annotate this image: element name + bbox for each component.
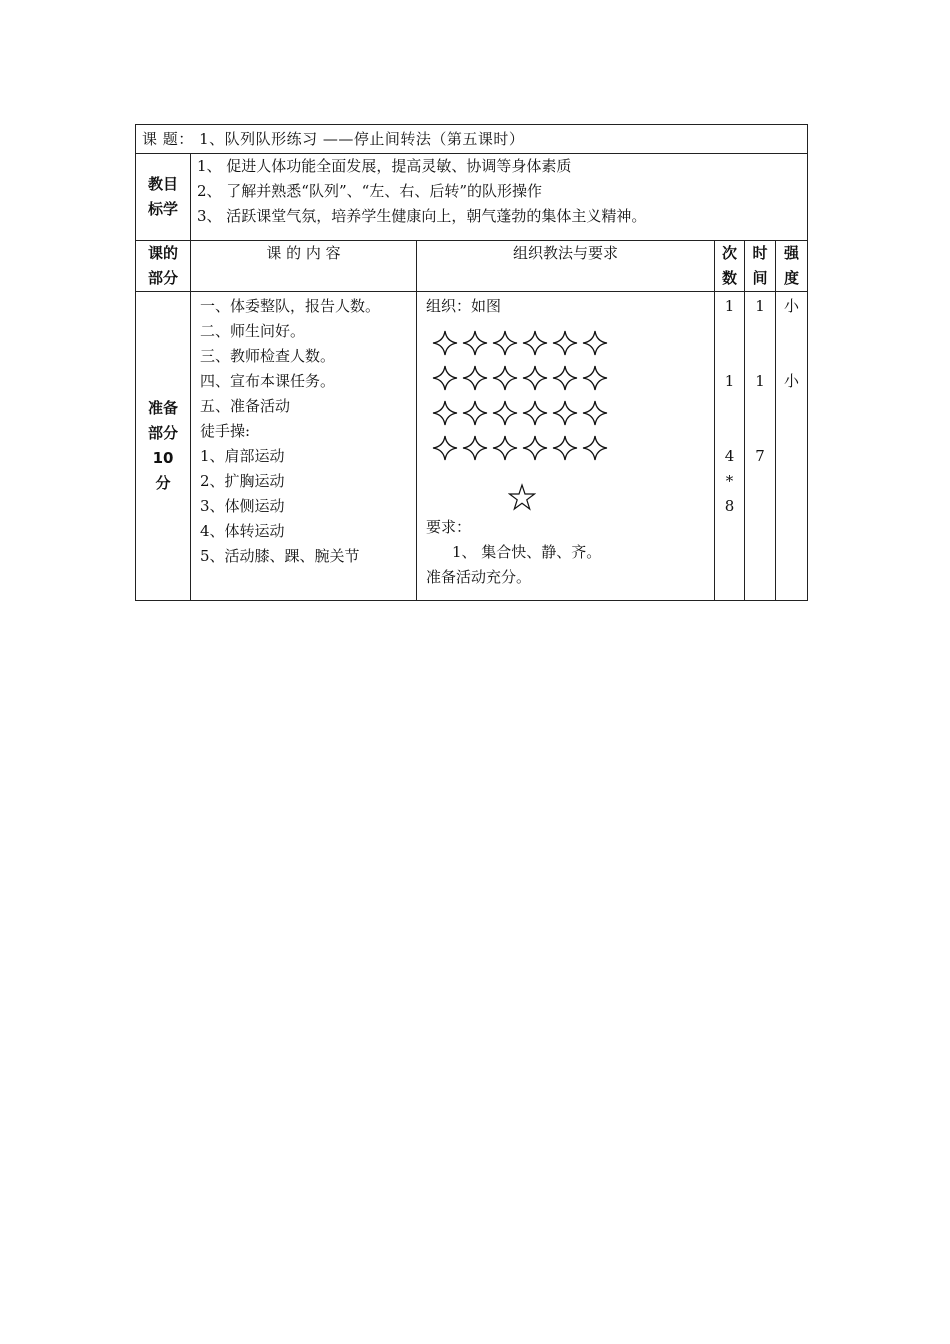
lesson-plan-table bbox=[135, 124, 808, 601]
student-star-icon bbox=[580, 433, 610, 463]
objectives-label-line1: 教目 bbox=[147, 175, 178, 193]
header-time-line2: 间 bbox=[752, 269, 768, 287]
count-values bbox=[715, 292, 744, 519]
count-value: 1 bbox=[724, 372, 735, 390]
objectives-label-line2: 标学 bbox=[147, 200, 178, 218]
time-value bbox=[745, 319, 775, 344]
student-star-icon bbox=[490, 433, 520, 463]
student-star-icon bbox=[460, 433, 490, 463]
intensity-values bbox=[776, 292, 807, 394]
formation-row bbox=[430, 430, 714, 465]
header-method: 组织教法与要求 bbox=[417, 241, 715, 292]
content-item: 5、活动膝、踝、腕关节 bbox=[200, 547, 360, 565]
header-time bbox=[745, 241, 776, 292]
count-value bbox=[715, 394, 744, 419]
objectives-label bbox=[136, 154, 191, 241]
student-star-icon bbox=[460, 363, 490, 393]
prep-row bbox=[136, 292, 808, 601]
student-star-icon bbox=[430, 398, 460, 428]
content-item: 徒手操: bbox=[200, 422, 251, 440]
time-value: 1 bbox=[755, 372, 765, 390]
student-star-icon bbox=[490, 398, 520, 428]
student-star-icon bbox=[550, 433, 580, 463]
content-item: 五、准备活动 bbox=[200, 397, 291, 415]
header-part-line2: 部分 bbox=[147, 269, 178, 287]
organization-label: 组织：如图 bbox=[426, 297, 502, 315]
prep-organization-cell bbox=[417, 292, 715, 601]
objectives-row bbox=[136, 154, 808, 241]
count-value: 1 bbox=[724, 297, 735, 315]
title-row bbox=[136, 125, 808, 154]
formation-row bbox=[430, 360, 714, 395]
content-item: 4、体转运动 bbox=[200, 522, 285, 540]
header-intensity-line1: 强 bbox=[784, 244, 800, 262]
count-value bbox=[715, 344, 744, 369]
intensity-value bbox=[776, 319, 807, 344]
student-star-icon bbox=[520, 363, 550, 393]
lesson-title-label: 课 题： bbox=[142, 130, 194, 148]
intensity-value bbox=[776, 344, 807, 369]
student-star-icon bbox=[520, 328, 550, 358]
count-value bbox=[715, 419, 744, 444]
count-value: * bbox=[725, 472, 734, 490]
content-item: 2、扩胸运动 bbox=[200, 472, 285, 490]
formation-row bbox=[430, 395, 714, 430]
requirement-label: 要求： bbox=[426, 518, 472, 536]
prep-part-line2: 部分 bbox=[147, 424, 178, 442]
header-intensity bbox=[776, 241, 808, 292]
intensity-value: 小 bbox=[784, 372, 800, 390]
prep-time-cell bbox=[745, 292, 776, 601]
prep-count-cell bbox=[715, 292, 745, 601]
student-star-icon bbox=[550, 328, 580, 358]
student-star-icon bbox=[490, 363, 520, 393]
column-header-row bbox=[136, 241, 808, 292]
header-count-line2: 数 bbox=[721, 269, 737, 287]
header-intensity-line2: 度 bbox=[784, 269, 800, 287]
prep-part-line1: 准备 bbox=[147, 399, 178, 417]
header-count bbox=[715, 241, 745, 292]
student-star-icon bbox=[430, 328, 460, 358]
student-star-icon bbox=[520, 398, 550, 428]
objectives-list bbox=[191, 154, 808, 241]
objective-item: 1、 促进人体功能全面发展，提高灵敏、协调等身体素质 bbox=[197, 157, 572, 175]
objective-item: 3、 活跃课堂气氛，培养学生健康向上，朝气蓬勃的集体主义精神。 bbox=[197, 207, 647, 225]
student-star-icon bbox=[430, 433, 460, 463]
student-star-icon bbox=[490, 328, 520, 358]
student-star-icon bbox=[550, 398, 580, 428]
organization-block bbox=[417, 292, 714, 598]
header-part-line1: 课的 bbox=[147, 244, 178, 262]
header-part bbox=[136, 241, 191, 292]
student-star-icon bbox=[460, 398, 490, 428]
content-item: 四、宣布本课任务。 bbox=[200, 372, 336, 390]
prep-part-line3: 10 bbox=[152, 449, 174, 467]
objective-item: 2、 了解并熟悉“队列”、“左、右、后转”的队形操作 bbox=[197, 182, 542, 200]
header-time-line1: 时 bbox=[752, 244, 768, 262]
time-value bbox=[745, 344, 775, 369]
prep-part-line4: 分 bbox=[155, 474, 171, 492]
content-item: 二、师生问好。 bbox=[200, 322, 306, 340]
student-star-icon bbox=[580, 363, 610, 393]
requirement-note: 准备活动充分。 bbox=[426, 568, 532, 586]
prep-part-label bbox=[136, 292, 191, 601]
student-star-icon bbox=[460, 328, 490, 358]
time-value: 7 bbox=[755, 447, 765, 465]
lesson-title-cell bbox=[136, 125, 808, 154]
formation-diagram bbox=[430, 325, 714, 465]
time-value: 1 bbox=[755, 297, 765, 315]
student-star-icon bbox=[430, 363, 460, 393]
content-item: 一、体委整队，报告人数。 bbox=[200, 297, 381, 315]
student-star-icon bbox=[580, 398, 610, 428]
content-item: 1、肩部运动 bbox=[200, 447, 285, 465]
lesson-title-text: 1、队列队形练习 ——停止间转法（第五课时） bbox=[199, 130, 525, 148]
student-star-icon bbox=[520, 433, 550, 463]
prep-intensity-cell bbox=[776, 292, 808, 601]
student-star-icon bbox=[580, 328, 610, 358]
time-value bbox=[745, 394, 775, 419]
count-value: 8 bbox=[724, 497, 735, 515]
intensity-value: 小 bbox=[784, 297, 800, 315]
prep-content-cell bbox=[191, 292, 417, 601]
time-values bbox=[745, 292, 775, 469]
student-star-icon bbox=[550, 363, 580, 393]
teacher-star-icon bbox=[508, 483, 714, 515]
time-value bbox=[745, 419, 775, 444]
header-content: 课 的 内 容 bbox=[191, 241, 417, 292]
content-item: 三、教师检查人数。 bbox=[200, 347, 336, 365]
count-value bbox=[715, 319, 744, 344]
content-item: 3、体侧运动 bbox=[200, 497, 285, 515]
count-value: 4 bbox=[724, 447, 735, 465]
requirement-item: 1、 集合快、静、齐。 bbox=[452, 543, 602, 561]
formation-row bbox=[430, 325, 714, 360]
prep-content-list bbox=[191, 292, 416, 569]
header-count-line1: 次 bbox=[721, 244, 737, 262]
